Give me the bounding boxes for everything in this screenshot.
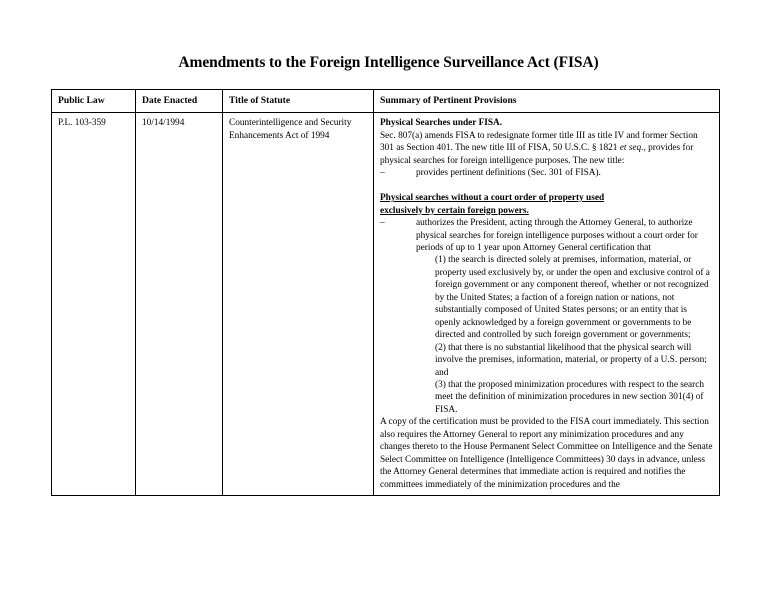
summary-dash-item-authorizes	[380, 217, 713, 254]
cell-title-of-statute: Counterintelligence and Security Enhancements Act of 1994	[223, 113, 374, 496]
summary-paragraph-sec-807-part2: , provides for physical searches for foreign intelligence purposes. The new title:	[380, 143, 694, 166]
summary-heading-physical-searches: Physical Searches under FISA.	[380, 118, 503, 129]
paragraph-spacer	[380, 180, 713, 192]
dash-bullet-icon: –	[380, 168, 385, 179]
summary-paragraph-certification-copy: A copy of the certification must be provided to the FISA court immediately. This section also requires the Attorney General to report any minimization procedures and any changes thereto to the House Permanent Select Committee on Intelligence and the Senate Select Committee on Intelligence (Intelligence Committees) 30 days in advance, unless the Attorney General determines that immediate action is required and notifies the committees immediately of the minimization procedures and the	[380, 417, 713, 490]
summary-heading-without-court-order-line1: Physical searches without a court order of property used	[380, 193, 605, 204]
column-header-title-of-statute: Title of Statute	[223, 90, 374, 113]
summary-dash-item-definitions-text: provides pertinent definitions (Sec. 301 of FISA).	[416, 168, 601, 179]
dash-bullet-icon: –	[380, 218, 385, 229]
column-header-date-enacted: Date Enacted	[136, 90, 223, 113]
summary-paragraph-sec-807-part1: Sec. 807(a) amends FISA to redesignate former title III as title IV and former Section 301 as Section 401. The new title III of FISA, 50 U.S.C. § 1821	[380, 130, 698, 154]
summary-paragraph-et-seq: et seq.	[619, 143, 644, 154]
fisa-amendments-table	[51, 89, 720, 496]
table-header-row	[52, 90, 720, 113]
summary-paragraph-sec-807	[380, 130, 713, 167]
table-row	[52, 113, 720, 496]
column-header-public-law: Public Law	[52, 90, 136, 113]
column-header-summary: Summary of Pertinent Provisions	[374, 90, 720, 113]
summary-heading-without-court-order-line2: exclusively by certain foreign powers.	[380, 205, 529, 216]
summary-numbered-item-2: (2) that there is no substantial likelihood that the physical search will involve the premises, information, material, or property of a U.S. person; and	[435, 342, 707, 378]
cell-public-law: P.L. 103-359	[52, 113, 136, 496]
summary-numbered-item-3: (3) that the proposed minimization procedures with respect to the search meet the definition of minimization procedures in new section 301(4) of FISA.	[435, 379, 705, 415]
summary-dash-item-definitions	[380, 167, 713, 179]
cell-date-enacted: 10/14/1994	[136, 113, 223, 496]
summary-dash-item-authorizes-text: authorizes the President, acting through the Attorney General, to authorize physical searches for foreign intelligence purposes without a court order for periods of up to 1 year upon Attorney General certification that	[416, 218, 698, 253]
page-title: Amendments to the Foreign Intelligence Surveillance Act (FISA)	[178, 54, 599, 71]
summary-numbered-item-1: (1) the search is directed solely at premises, information, material, or property used exclusively by, or under the open and exclusive control of a foreign government or any component thereof, whether or not recognized by the United States; a faction of a foreign nation or nations, not substantially composed of United States persons; or an entity that is openly acknowledged by a foreign government or governments to be directed and controlled by such foreign government or governments;	[435, 255, 710, 341]
cell-summary	[374, 113, 720, 496]
